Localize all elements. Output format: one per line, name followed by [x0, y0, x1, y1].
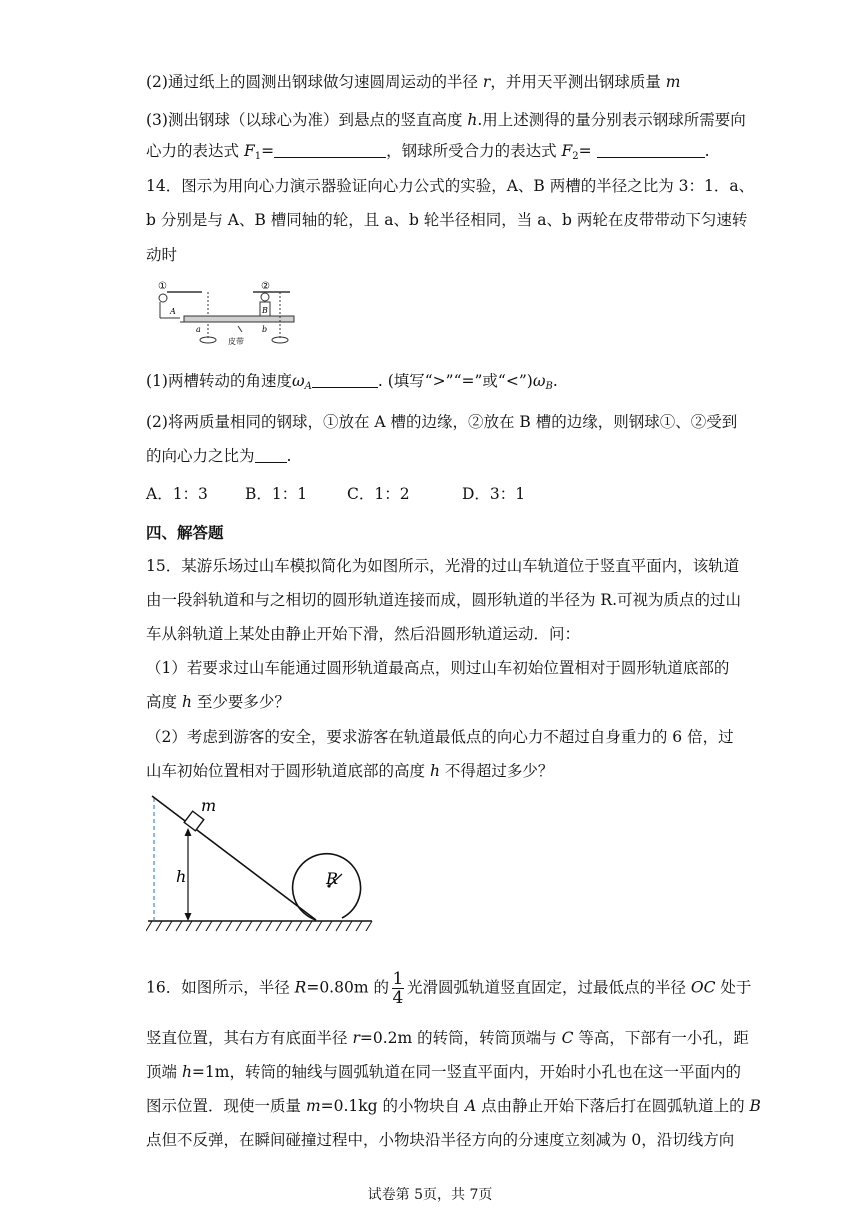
section-heading: 四、解答题 — [146, 523, 224, 542]
answer-blank-F2[interactable] — [597, 141, 705, 158]
q14-stem-line2: b 分别是与 A、B 槽同轴的轮，且 a、b 轮半径相同，当 a、b 两轮在皮带带动下匀速转 — [146, 211, 748, 229]
q14-stem-line1: 14．图示为用向心力演示器验证向心力公式的实验，A、B 两槽的半径之比为 3：1．a、 — [146, 177, 755, 195]
q13-step2: (2)通过纸上的圆测出钢球做匀速圆周运动的半径 r，并用天平测出钢球质量 m — [146, 73, 681, 91]
q16-stem-line2: 竖直位置，其右方有底面半径 r=0.2m 的转筒，转筒顶端与 C 等高，下部有一小孔，距 — [146, 1029, 749, 1047]
option-d[interactable]: D．3：1 — [462, 485, 526, 503]
label-b: b — [262, 325, 268, 334]
q16-stem-line3: 顶端 h=1m，转筒的轴线与圆弧轨道在同一竖直平面内，开始时小孔也在这一平面内的 — [146, 1063, 741, 1081]
label-m: m — [201, 796, 217, 815]
label-A: A — [170, 307, 176, 316]
q14-part1: (1)两槽转动的角速度$\omega_A$ . (填写“>”“=”或“$<”)\omega_B$. — [146, 372, 558, 392]
q15-stem-line3: 车从斜轨道上某处由静止开始下滑，然后沿圆形轨道运动．问： — [146, 625, 581, 643]
answer-blank-omega[interactable] — [312, 371, 378, 388]
incline-track — [152, 796, 316, 920]
q14-part2-line1: (2)将两质量相同的钢球，①放在 A 槽的边缘，②放在 B 槽的边缘，则钢球①、②受到 — [146, 413, 738, 431]
label-a: a — [196, 325, 201, 334]
ball-1 — [159, 294, 167, 302]
answer-blank-F1[interactable] — [274, 141, 386, 158]
option-b[interactable]: B．1：1 — [245, 485, 308, 503]
q15-part1-line1: （1）若要求过山车能通过圆形轨道最高点，则过山车初始位置相对于圆形轨道底部的 — [146, 659, 730, 677]
answer-blank-ratio[interactable] — [255, 446, 287, 463]
q15-part2-line2: 山车初始位置相对于圆形轨道底部的高度 h 不得超过多少？ — [146, 762, 554, 780]
q15-stem-line2: 由一段斜轨道和与之相切的圆形轨道连接而成，圆形轨道的半径为 R.可视为质点的过山 — [146, 591, 742, 609]
label-h: h — [176, 867, 187, 886]
label-B: B — [262, 306, 268, 315]
label-circle-2: ② — [261, 281, 270, 292]
q13-step3-line2: 心力的表达式 $F_1=$ ，钢球所受合力的表达式 $F_2=$ . — [146, 142, 710, 162]
q14-stem-line3: 动时 — [146, 246, 178, 264]
centripetal-apparatus-figure — [150, 278, 300, 350]
q16-stem-line4: 图示位置．现使一质量 m=0.1kg 的小物块自 A 点由静止开始下落后打在圆弧轨道上的 B — [146, 1097, 761, 1115]
q13-step3-line1: (3)测出钢球（以球心为准）到悬点的竖直高度 h.用上述测得的量分别表示钢球所需要向 — [146, 111, 746, 129]
q16-stem-line5: 点但不反弹，在瞬间碰撞过程中，小物块沿半径方向的分速度立刻减为 0，沿切线方向 — [146, 1131, 735, 1149]
q15-part1-line2: 高度 h 至少要多少？ — [146, 693, 290, 711]
option-a[interactable]: A．1：3 — [146, 485, 208, 503]
q15-stem-line1: 15．某游乐场过山车模拟简化为如图所示，光滑的过山车轨道位于竖直平面内，该轨道 — [146, 557, 740, 575]
label-belt: 皮带 — [228, 337, 244, 346]
page-footer: 试卷第 5页，共 7页 — [367, 1187, 493, 1203]
q16-stem-line1: 16．如图所示，半径 R=0.80m 的 $\frac{1}{4}$ 光滑圆弧轨道竖直固定，过最低点的半径 OC 处于 — [146, 969, 752, 1008]
q14-options — [146, 484, 525, 504]
label-R: R — [326, 869, 339, 888]
label-circle-1: ① — [158, 281, 167, 292]
q15-part2-line1: （2）考虑到游客的安全，要求游客在轨道最低点的向心力不超过自身重力的 6 倍，过 — [146, 728, 734, 746]
roller-coaster-figure — [146, 792, 376, 934]
q14-part2-line2: 的向心力之比为 . — [146, 447, 292, 465]
fraction-one-quarter: $\frac{1}{4}$ — [392, 969, 404, 1008]
option-c[interactable]: C．1：2 — [347, 485, 410, 503]
ball-2 — [261, 293, 269, 301]
